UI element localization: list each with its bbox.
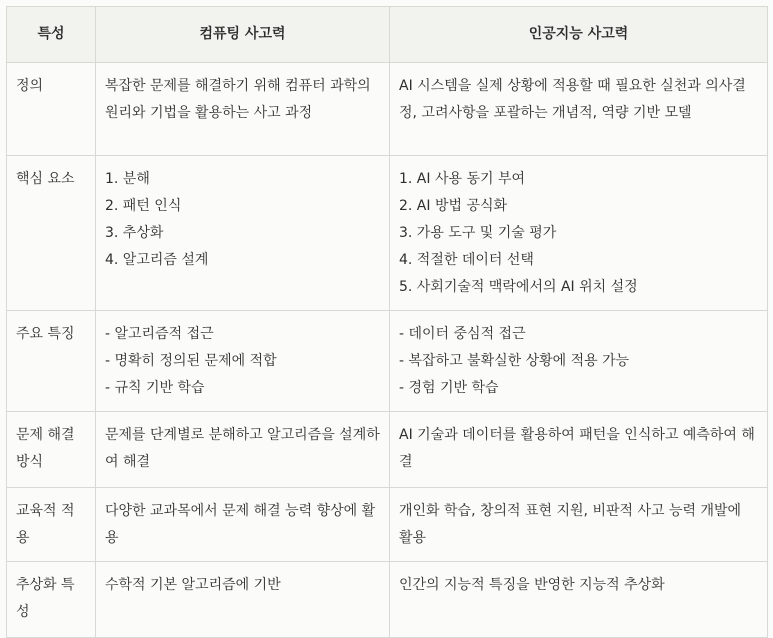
ai-cell: AI 시스템을 실제 상황에 적용할 때 필요한 실천과 의사결정, 고려사항을 포괄하는 개념적, 역량 기반 모델 bbox=[390, 63, 768, 156]
list-item: 2. AI 방법 공식화 bbox=[399, 198, 508, 214]
table-row bbox=[7, 156, 768, 311]
list-item: 4. 적절한 데이터 선택 bbox=[399, 252, 534, 268]
list-item: - 명확히 정의된 문제에 적합 bbox=[105, 353, 277, 369]
computing-cell: 문제를 단계별로 분해하고 알고리즘을 설계하여 해결 bbox=[96, 412, 390, 488]
list-item: 4. 알고리즘 설계 bbox=[105, 252, 209, 268]
ai-cell: 인간의 지능적 특징을 반영한 지능적 추상화 bbox=[390, 562, 768, 638]
core-elements-list bbox=[399, 166, 758, 301]
list-item: 3. 추상화 bbox=[105, 225, 164, 241]
feature-cell: 정의 bbox=[7, 63, 96, 156]
feature-cell: 주요 특징 bbox=[7, 311, 96, 412]
computing-cell: 다양한 교과목에서 문제 해결 능력 향상에 활용 bbox=[96, 488, 390, 562]
ai-cell bbox=[390, 156, 768, 311]
list-item: 1. AI 사용 동기 부여 bbox=[399, 171, 526, 187]
table-row bbox=[7, 412, 768, 488]
computing-cell: 복잡한 문제를 해결하기 위해 컴퓨터 과학의 원리와 기법을 활용하는 사고 과정 bbox=[96, 63, 390, 156]
header-row bbox=[7, 7, 768, 63]
feature-cell: 핵심 요소 bbox=[7, 156, 96, 311]
core-elements-list bbox=[105, 166, 380, 274]
feature-cell: 문제 해결 방식 bbox=[7, 412, 96, 488]
list-item: - 알고리즘적 접근 bbox=[105, 326, 214, 342]
list-item: 5. 사회기술적 맥락에서의 AI 위치 설정 bbox=[399, 279, 638, 295]
feature-cell: 추상화 특성 bbox=[7, 562, 96, 638]
ai-cell bbox=[390, 311, 768, 412]
list-item: 1. 분해 bbox=[105, 171, 150, 187]
table-row bbox=[7, 488, 768, 562]
table-row bbox=[7, 311, 768, 412]
feature-cell: 교육적 적용 bbox=[7, 488, 96, 562]
header-ai-thinking: 인공지능 사고력 bbox=[390, 7, 768, 63]
features-list bbox=[399, 321, 758, 402]
list-item: - 경험 기반 학습 bbox=[399, 380, 499, 396]
features-list bbox=[105, 321, 380, 402]
comparison-table bbox=[6, 6, 768, 638]
list-item: - 데이터 중심적 접근 bbox=[399, 326, 526, 342]
ai-cell: 개인화 학습, 창의적 표현 지원, 비판적 사고 능력 개발에 활용 bbox=[390, 488, 768, 562]
list-item: 3. 가용 도구 및 기술 평가 bbox=[399, 225, 557, 241]
computing-cell: 수학적 기본 알고리즘에 기반 bbox=[96, 562, 390, 638]
table-row bbox=[7, 63, 768, 156]
computing-cell bbox=[96, 311, 390, 412]
list-item: - 규칙 기반 학습 bbox=[105, 380, 205, 396]
header-computing-thinking: 컴퓨팅 사고력 bbox=[96, 7, 390, 63]
computing-cell bbox=[96, 156, 390, 311]
list-item: 2. 패턴 인식 bbox=[105, 198, 182, 214]
comparison-table-container bbox=[6, 6, 767, 626]
header-feature: 특성 bbox=[7, 7, 96, 63]
list-item: - 복잡하고 불확실한 상황에 적용 가능 bbox=[399, 353, 630, 369]
ai-cell: AI 기술과 데이터를 활용하여 패턴을 인식하고 예측하여 해결 bbox=[390, 412, 768, 488]
table-row bbox=[7, 562, 768, 638]
